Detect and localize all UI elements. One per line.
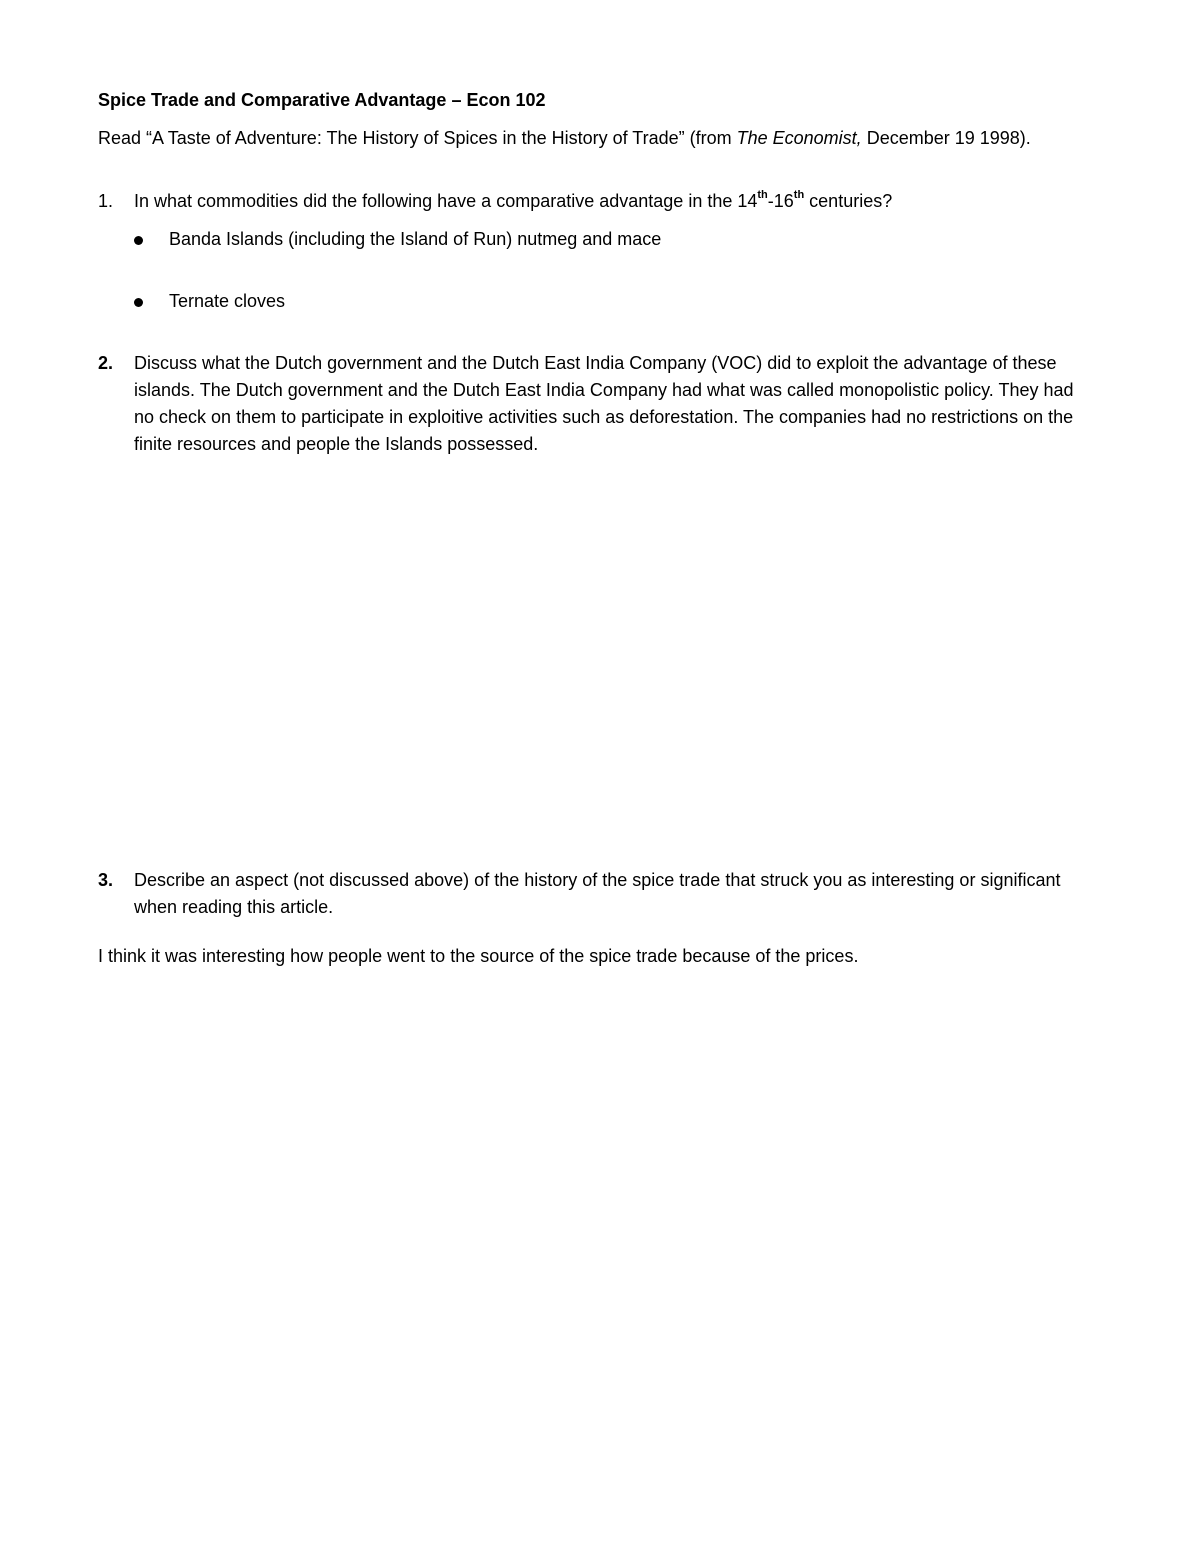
- reading-instruction-text: Read “A Taste of Adventure: The History of Spices in the History of Trade” (from: [98, 128, 737, 148]
- question-3-text: Describe an aspect (not discussed above) of the history of the spice trade that struck you as interesting or significant when reading this article.: [134, 870, 1061, 917]
- reading-instruction-date: December 19 1998).: [861, 128, 1031, 148]
- list-item-text: Ternate cloves: [169, 291, 286, 311]
- question-1-text-part: In what commodities did the following have a comparative advantage in the 14: [134, 191, 758, 211]
- question-2-text: [134, 350, 1094, 458]
- list-item-text: Banda Islands (including the Island of Run) nutmeg and mace: [169, 229, 662, 249]
- question-1-text-part: centuries?: [804, 191, 893, 211]
- question-2-prompt: Discuss what the Dutch government and the Dutch East India Company (VOC) did to exploit the advantage of these islands.: [134, 353, 1057, 400]
- bullet-icon: [134, 298, 143, 307]
- superscript-th: th: [793, 189, 805, 201]
- question-3-number: 3.: [98, 870, 114, 890]
- question-1-text-part: -16: [767, 191, 794, 211]
- question-2-answer: The Dutch government and the Dutch East India Company had what was called monopolistic policy. They had no check on them to participate in exploitive activities such as deforestation. The companies had no restrictions on the finite resources and people the Islands possessed.: [134, 380, 1074, 454]
- document-title: Spice Trade and Comparative Advantage – Econ 102: [98, 90, 546, 110]
- bullet-icon: [134, 236, 143, 245]
- superscript-th: th: [757, 189, 768, 201]
- reading-instruction: [98, 125, 1058, 152]
- question-1-number: 1.: [98, 191, 114, 211]
- publication-name: The Economist,: [736, 128, 862, 148]
- question-3-answer: I think it was interesting how people went to the source of the spice trade because of the prices.: [98, 946, 859, 966]
- question-1-text: [134, 188, 1094, 215]
- question-2-number: 2.: [98, 353, 114, 373]
